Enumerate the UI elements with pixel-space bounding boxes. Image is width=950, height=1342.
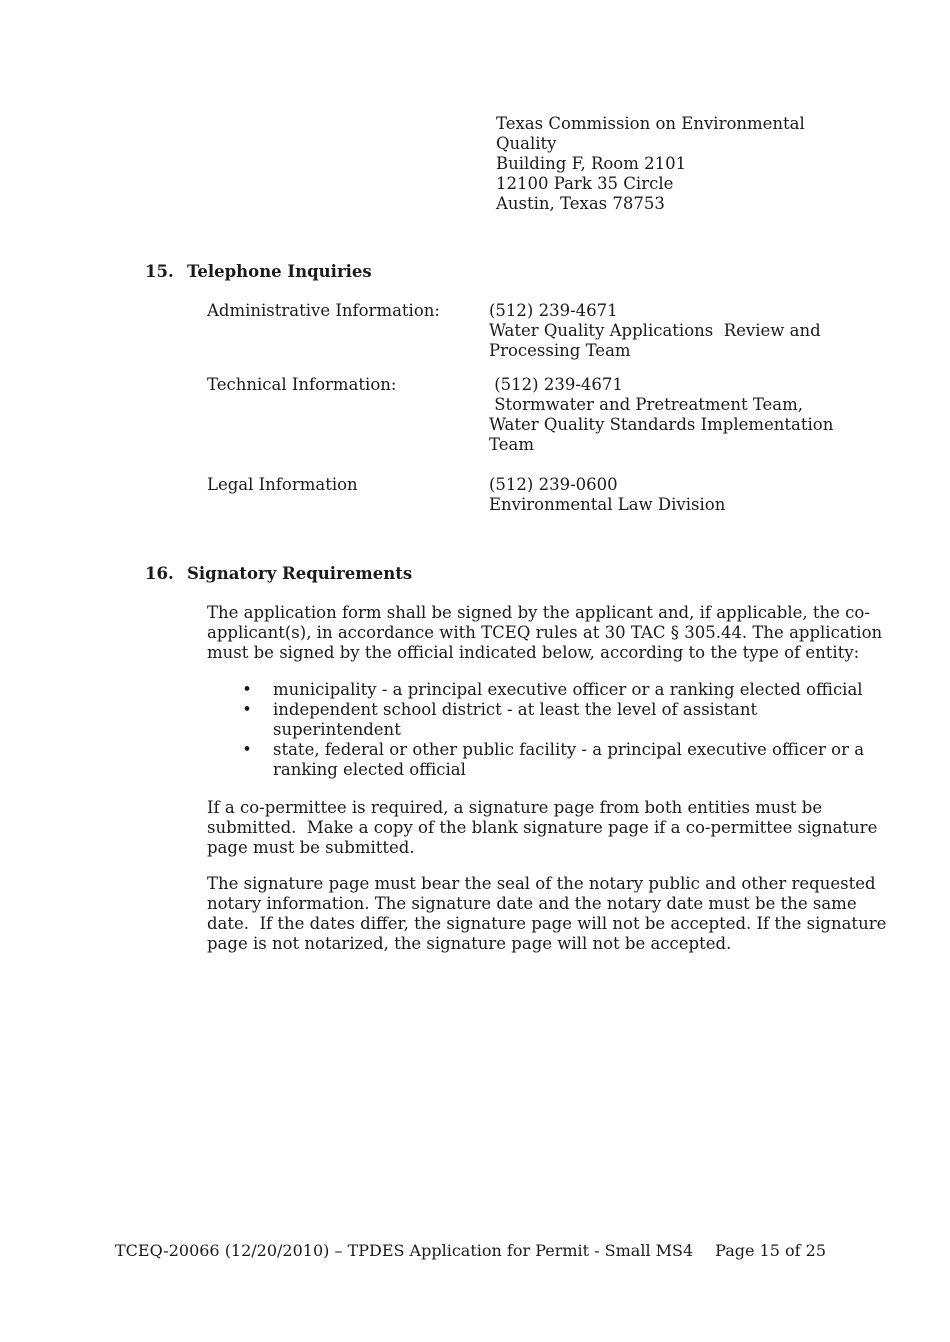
tel-value-line: Water Quality Applications Review and (489, 321, 821, 340)
paragraph-line: If a co-permittee is required, a signature page from both entities must be (207, 798, 823, 817)
paragraph-line: must be signed by the official indicated below, according to the type of entity: (207, 643, 860, 662)
paragraph-line: notary information. The signature date and the notary date must be the same (207, 894, 857, 913)
paragraph-line: The signature page must bear the seal of the notary public and other requested (207, 874, 876, 893)
tel-value-line: Processing Team (489, 341, 631, 360)
paragraph-line: submitted. Make a copy of the blank signature page if a co-permittee signature (207, 818, 878, 837)
section-16-title: Signatory Requirements (187, 564, 413, 583)
address-line: Building F, Room 2101 (496, 154, 687, 173)
mailing-address (496, 114, 805, 214)
address-line: 12100 Park 35 Circle (496, 174, 674, 193)
bullet-icon: • (242, 680, 252, 699)
paragraph-line: page is not notarized, the signature page will not be accepted. (207, 934, 732, 953)
bullet-line: independent school district - at least the level of assistant (273, 700, 758, 719)
list-item (241, 680, 864, 700)
signatory-intro-paragraph (207, 603, 883, 663)
bullet-line: municipality - a principal executive officer or a ranking elected official (273, 680, 863, 699)
address-line: Austin, Texas 78753 (496, 194, 665, 213)
tel-value-line: Stormwater and Pretreatment Team, (489, 395, 804, 414)
address-line: Quality (496, 134, 557, 153)
paragraph-line: page must be submitted. (207, 838, 415, 857)
tel-value-administrative (489, 301, 821, 361)
bullet-line: state, federal or other public facility - a principal executive officer or a (273, 740, 865, 759)
tel-label-administrative: Administrative Information: (207, 301, 440, 320)
page-footer (115, 1241, 826, 1261)
tel-value-line: Team (489, 435, 534, 454)
tel-value-legal (489, 475, 725, 515)
tel-value-line: (512) 239-4671 (489, 375, 623, 394)
footer-form-id: TCEQ-20066 (12/20/2010) – TPDES Application for Permit - Small MS4 (115, 1241, 694, 1260)
tel-label-legal: Legal Information (207, 475, 358, 494)
notary-paragraph (207, 874, 887, 954)
section-16-number: 16. (145, 564, 174, 583)
tel-value-line: (512) 239-4671 (489, 301, 618, 320)
paragraph-line: The application form shall be signed by the applicant and, if applicable, the co- (207, 603, 870, 622)
tel-value-line: (512) 239-0600 (489, 475, 618, 494)
bullet-icon: • (242, 700, 252, 719)
entity-bullet-list (241, 680, 864, 780)
tel-value-line: Environmental Law Division (489, 495, 726, 514)
list-item (241, 740, 864, 780)
bullet-line: superintendent (273, 720, 401, 739)
address-line: Texas Commission on Environmental (496, 114, 805, 133)
tel-label-technical: Technical Information: (207, 375, 397, 394)
paragraph-line: date. If the dates differ, the signature page will not be accepted. If the signature (207, 914, 887, 933)
paragraph-line: applicant(s), in accordance with TCEQ rules at 30 TAC § 305.44. The application (207, 623, 883, 642)
bullet-line: ranking elected official (273, 760, 466, 779)
tel-value-line: Water Quality Standards Implementation (489, 415, 834, 434)
section-15-title: Telephone Inquiries (187, 262, 372, 281)
list-item (241, 700, 864, 740)
copermittee-paragraph (207, 798, 878, 858)
bullet-icon: • (242, 740, 252, 759)
footer-page-number: Page 15 of 25 (715, 1241, 826, 1260)
tel-value-technical (489, 375, 833, 455)
section-15-number: 15. (145, 262, 174, 281)
